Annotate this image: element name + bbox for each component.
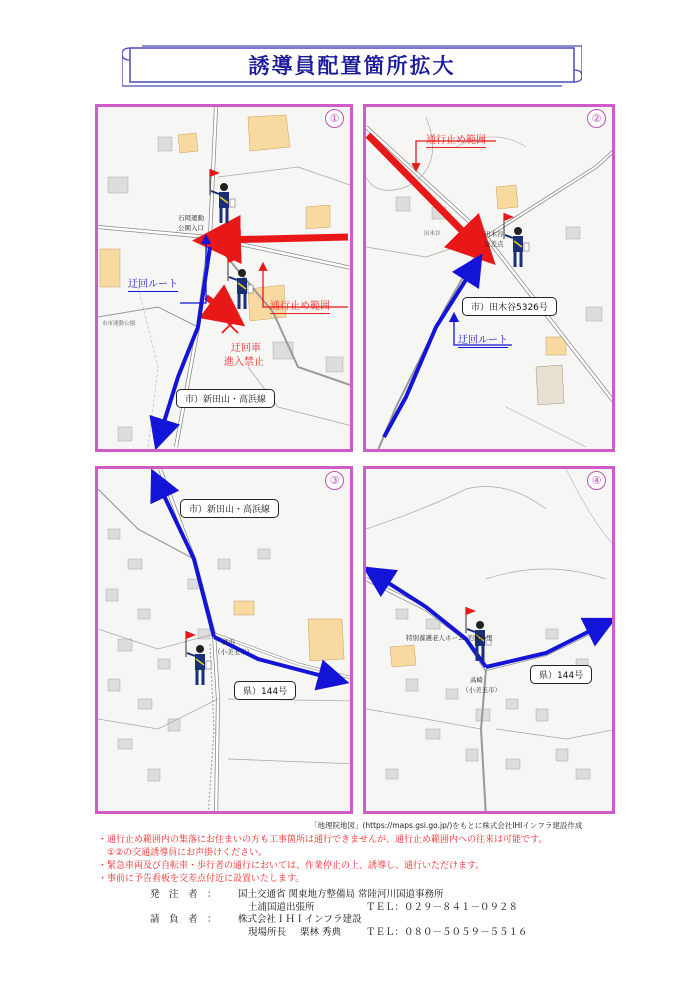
note-line: ・通行止め範囲内の集落にお住まいの方も工事箇所は通行できませんが、通行止め範囲内への往来は可能です。 <box>98 835 548 845</box>
place-label: （小美玉市） <box>214 648 253 656</box>
traffic-guard-icon <box>500 211 530 271</box>
closure-label: 通行止め範囲 <box>270 301 330 312</box>
site-manager-title: 現場所長 <box>248 926 287 938</box>
note-line: ・事前に予告看板を交差点付近に設置いたします。 <box>98 874 305 884</box>
map-text: 田木谷 <box>424 231 441 237</box>
detour-label: 迂回ルート <box>458 335 508 346</box>
panel-number: ② <box>587 109 606 128</box>
orderer-office: 土浦国道出張所 <box>248 901 315 913</box>
place-label: 公園入口 <box>178 224 204 232</box>
traffic-guard-icon <box>182 629 212 689</box>
place-label: 交差点 <box>484 240 504 248</box>
place-label: 高浜 <box>222 638 235 646</box>
road-label: 県）144号 <box>234 681 296 700</box>
title-banner <box>122 44 582 88</box>
closure-label: 通行止め範囲 <box>426 135 486 146</box>
map-panel-3 <box>95 466 353 814</box>
panel-number: ③ <box>325 471 344 490</box>
note-line: ①②の交通誘導員にお声掛けください。 <box>98 848 268 858</box>
road-label: 市）新田山・高浜線 <box>176 389 275 408</box>
road-label: 市）新田山・高浜線 <box>180 499 279 518</box>
map-credit: 「地理院地図」(https://maps.gsi.go.jp/)をもとに株式会社IHIインフラ建設作成 <box>310 821 583 830</box>
place-label: 石岡運動 <box>178 214 204 222</box>
orderer-label: 発 注 者 ： <box>150 889 217 900</box>
place-label: 田木谷 <box>484 230 504 238</box>
no-entry-label: 進入禁止 <box>224 357 264 368</box>
road-label: 市）田木谷5326号 <box>462 297 557 316</box>
panel-number: ④ <box>587 471 606 490</box>
orderer-org: 国土交通省 関東地方整備局 常陸河川国道事務所 <box>238 889 444 900</box>
site-manager-name: 栗林 秀典 <box>300 926 342 938</box>
map-text: 特別養護老人ホーム 美園の里 <box>406 634 493 642</box>
contractor-org: 株式会社ＩＨＩインフラ建設 <box>238 914 362 925</box>
detour-label: 迂回ルート <box>128 279 178 290</box>
note-line: ・緊急車両及び自転車・歩行者の通行においては、作業停止の上、誘導し、通行いただけます。 <box>98 861 485 871</box>
traffic-guard-icon <box>206 167 236 227</box>
place-label: 高崎 <box>470 676 483 684</box>
map-panel-1 <box>95 104 353 452</box>
notes <box>98 834 658 886</box>
orderer-tel: ＴＥＬ：０２９－８４１－０９２８ <box>366 901 519 913</box>
map-text: 市市運動公園 <box>102 321 136 327</box>
map-panel-2 <box>363 104 615 452</box>
page-title: 誘導員配置箇所拡大 <box>248 54 456 78</box>
contractor-tel: ＴＥＬ：０８０－５０５９－５５１６ <box>366 926 528 938</box>
map-panel-4 <box>363 466 615 814</box>
no-entry-label: 迂回車 <box>231 343 261 354</box>
panel-number: ① <box>325 109 344 128</box>
place-label: （小美玉市） <box>462 686 501 694</box>
road-label: 県）144号 <box>530 665 592 684</box>
traffic-guard-icon <box>224 253 254 313</box>
map-panel-2-base <box>366 107 615 452</box>
contractor-label: 請 負 者 ： <box>150 914 217 925</box>
